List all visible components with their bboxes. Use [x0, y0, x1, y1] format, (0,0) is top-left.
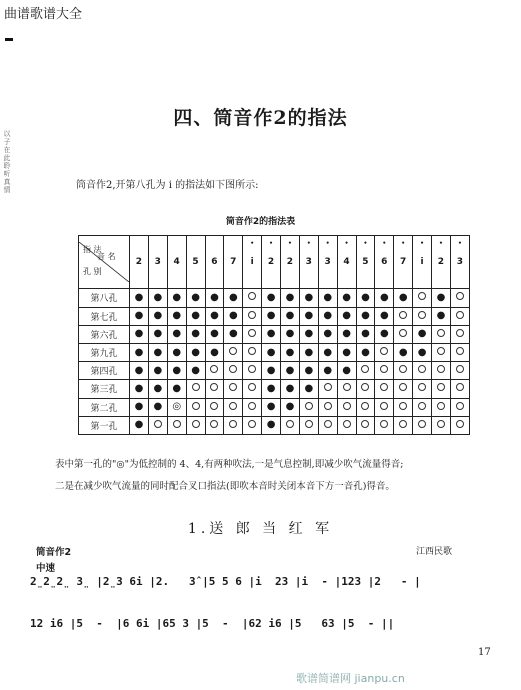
closed-hole-icon: ●: [205, 307, 224, 325]
closed-hole-icon: ●: [130, 343, 149, 361]
open-hole-icon: [413, 398, 432, 416]
open-hole-icon: [432, 416, 451, 434]
open-hole-icon: [394, 325, 413, 343]
hole-label: 第三孔: [79, 380, 130, 398]
open-hole-icon: [432, 398, 451, 416]
table-row: [79, 398, 470, 416]
open-hole-icon: [337, 398, 356, 416]
octave-dot: •: [458, 240, 462, 247]
corner-label-bottom: 孔 别: [83, 267, 102, 277]
note-header: [413, 236, 432, 289]
closed-hole-icon: ●: [186, 289, 205, 307]
closed-hole-icon: ●: [337, 307, 356, 325]
closed-hole-icon: ●: [167, 362, 186, 380]
closed-hole-icon: ●: [299, 362, 318, 380]
note-label: i: [250, 257, 254, 268]
closed-hole-icon: ●: [205, 289, 224, 307]
open-hole-icon: [243, 343, 262, 361]
note-header: [337, 236, 356, 289]
closed-hole-icon: ●: [262, 362, 281, 380]
open-hole-icon: [394, 398, 413, 416]
closed-hole-icon: ●: [356, 325, 375, 343]
open-hole-icon: [413, 307, 432, 325]
note-header: [450, 236, 469, 289]
note-label: 6: [211, 257, 218, 268]
octave-dot: •: [288, 240, 292, 247]
hole-label: 第一孔: [79, 416, 130, 434]
closed-hole-icon: ●: [224, 325, 243, 343]
note-label: 3: [324, 257, 331, 268]
open-hole-icon: [413, 416, 432, 434]
site-title: 曲谱歌谱大全: [4, 7, 83, 22]
open-hole-icon: [450, 380, 469, 398]
open-hole-icon: [205, 362, 224, 380]
open-hole-icon: [224, 398, 243, 416]
key-signature: 筒音作2: [36, 547, 72, 558]
closed-hole-icon: ●: [318, 362, 337, 380]
open-hole-icon: [450, 416, 469, 434]
closed-hole-icon: ●: [318, 289, 337, 307]
closed-hole-icon: ●: [186, 343, 205, 361]
open-hole-icon: [356, 362, 375, 380]
open-hole-icon: [375, 380, 394, 398]
note-header: [299, 236, 318, 289]
closed-hole-icon: ●: [394, 289, 413, 307]
open-hole-icon: [186, 398, 205, 416]
open-hole-icon: [281, 416, 300, 434]
closed-hole-icon: ●: [130, 289, 149, 307]
note-label: 3: [456, 257, 464, 268]
hole-label: 第九孔: [79, 343, 130, 361]
closed-hole-icon: ●: [224, 307, 243, 325]
note-header: [375, 236, 394, 289]
closed-hole-icon: ●: [130, 325, 149, 343]
note-header: [432, 236, 451, 289]
open-hole-icon: [450, 343, 469, 361]
open-hole-icon: [205, 398, 224, 416]
note-label: 7: [230, 257, 237, 268]
closed-hole-icon: ●: [186, 325, 205, 343]
closed-hole-icon: ●: [281, 398, 300, 416]
dash-mark: [5, 38, 13, 41]
closed-hole-icon: ●: [130, 416, 149, 434]
open-hole-icon: [375, 416, 394, 434]
closed-hole-icon: ●: [299, 307, 318, 325]
note-label: 2: [135, 257, 143, 268]
closed-hole-icon: ●: [281, 289, 300, 307]
half-hole-icon: ◎: [167, 398, 186, 416]
octave-dot: •: [363, 240, 368, 247]
open-hole-icon: [432, 325, 451, 343]
closed-hole-icon: ●: [262, 289, 281, 307]
open-hole-icon: [318, 398, 337, 416]
closed-hole-icon: ●: [186, 362, 205, 380]
song-title: 1.送 郎 当 红 军: [187, 521, 334, 537]
closed-hole-icon: ●: [148, 398, 167, 416]
note-header: [262, 236, 281, 289]
open-hole-icon: [243, 398, 262, 416]
note-header: [281, 236, 300, 289]
note-label: 6: [381, 257, 388, 268]
table-row: [79, 307, 470, 325]
closed-hole-icon: ●: [167, 307, 186, 325]
open-hole-icon: [243, 325, 262, 343]
open-hole-icon: [243, 416, 262, 434]
open-hole-icon: [243, 307, 262, 325]
open-hole-icon: [450, 325, 469, 343]
open-hole-icon: [432, 343, 451, 361]
octave-dot: •: [306, 240, 311, 247]
closed-hole-icon: ●: [299, 325, 318, 343]
closed-hole-icon: ●: [167, 380, 186, 398]
note-label: 4: [343, 257, 350, 268]
open-hole-icon: [337, 416, 356, 434]
note-label: 2: [286, 257, 294, 268]
closed-hole-icon: ●: [281, 325, 300, 343]
octave-dot: •: [382, 240, 387, 247]
open-hole-icon: [299, 416, 318, 434]
closed-hole-icon: ●: [375, 307, 394, 325]
note-label: 2: [267, 257, 275, 268]
closed-hole-icon: ●: [299, 289, 318, 307]
table-corner: [79, 236, 130, 289]
note-header: [205, 236, 224, 289]
score-line-2: 12 i6 |5 - |6 6i |65 3 |5 - |62 i6 |5 63 |5 - ||: [30, 617, 395, 630]
closed-hole-icon: ●: [148, 362, 167, 380]
open-hole-icon: [432, 380, 451, 398]
open-hole-icon: [450, 289, 469, 307]
closed-hole-icon: ●: [262, 398, 281, 416]
open-hole-icon: [450, 362, 469, 380]
closed-hole-icon: ●: [432, 307, 451, 325]
table-row: [79, 362, 470, 380]
open-hole-icon: [186, 416, 205, 434]
open-hole-icon: [394, 362, 413, 380]
closed-hole-icon: ●: [262, 307, 281, 325]
closed-hole-icon: ●: [130, 307, 149, 325]
closed-hole-icon: ●: [130, 380, 149, 398]
note-header: [394, 236, 413, 289]
note-header: [148, 236, 167, 289]
closed-hole-icon: ●: [356, 307, 375, 325]
open-hole-icon: [394, 380, 413, 398]
note-header: [130, 236, 149, 289]
open-hole-icon: [148, 416, 167, 434]
note-header: [186, 236, 205, 289]
open-hole-icon: [394, 307, 413, 325]
closed-hole-icon: ●: [148, 325, 167, 343]
closed-hole-icon: ●: [148, 380, 167, 398]
open-hole-icon: [356, 416, 375, 434]
closed-hole-icon: ●: [130, 362, 149, 380]
open-hole-icon: [224, 362, 243, 380]
hole-label: 第二孔: [79, 398, 130, 416]
note-label: 3: [305, 257, 312, 268]
hole-label: 第七孔: [79, 307, 130, 325]
corner-label-top: 指 法: [83, 245, 102, 255]
octave-dot: •: [420, 240, 424, 247]
table-row: [79, 289, 470, 307]
note-header: [318, 236, 337, 289]
closed-hole-icon: ●: [167, 325, 186, 343]
table-row: [79, 380, 470, 398]
open-hole-icon: [205, 380, 224, 398]
closed-hole-icon: ●: [356, 343, 375, 361]
open-hole-icon: [356, 398, 375, 416]
open-hole-icon: [243, 289, 262, 307]
closed-hole-icon: ●: [337, 343, 356, 361]
open-hole-icon: [375, 343, 394, 361]
song-origin: 江西民歌: [416, 547, 453, 557]
open-hole-icon: [243, 362, 262, 380]
open-hole-icon: [186, 380, 205, 398]
closed-hole-icon: ●: [167, 343, 186, 361]
open-hole-icon: [413, 362, 432, 380]
note-label: 5: [192, 257, 199, 268]
note-header: [224, 236, 243, 289]
hole-label: 第八孔: [79, 289, 130, 307]
closed-hole-icon: ●: [337, 325, 356, 343]
table-header-row: [79, 236, 470, 289]
open-hole-icon: [243, 380, 262, 398]
note-label: 4: [173, 257, 180, 268]
score-line-1: 2̤2̤2̤ 3̤ |2̤3 6i |2. 3̂ |5 5 6 |i 23 |i - |123 |2 - |: [30, 575, 421, 588]
closed-hole-icon: ●: [318, 343, 337, 361]
open-hole-icon: [318, 416, 337, 434]
open-hole-icon: [224, 416, 243, 434]
octave-dot: •: [439, 240, 443, 247]
open-hole-icon: [413, 380, 432, 398]
table-note-2: 二是在减少吹气流量的同时配合叉口指法(即吹本音时关闭本音下方一音孔)得音。: [55, 481, 395, 492]
closed-hole-icon: ●: [413, 325, 432, 343]
closed-hole-icon: ●: [148, 289, 167, 307]
open-hole-icon: [450, 398, 469, 416]
open-hole-icon: [413, 289, 432, 307]
table-caption: 筒音作2的指法表: [225, 217, 296, 227]
closed-hole-icon: ●: [186, 307, 205, 325]
hole-label: 第六孔: [79, 325, 130, 343]
closed-hole-icon: ●: [148, 343, 167, 361]
open-hole-icon: [167, 416, 186, 434]
open-hole-icon: [356, 380, 375, 398]
corner-label-mid: 音 名: [97, 252, 116, 262]
closed-hole-icon: ●: [318, 325, 337, 343]
open-hole-icon: [432, 362, 451, 380]
closed-hole-icon: ●: [262, 325, 281, 343]
note-header: [167, 236, 186, 289]
open-hole-icon: [375, 398, 394, 416]
closed-hole-icon: ●: [337, 362, 356, 380]
note-label: 2: [437, 257, 445, 268]
note-header: [356, 236, 375, 289]
closed-hole-icon: ●: [299, 343, 318, 361]
octave-dot: •: [344, 240, 349, 247]
open-hole-icon: [337, 380, 356, 398]
closed-hole-icon: ●: [337, 289, 356, 307]
note-label: 7: [400, 257, 407, 268]
open-hole-icon: [318, 380, 337, 398]
note-header: [243, 236, 262, 289]
closed-hole-icon: ●: [205, 325, 224, 343]
closed-hole-icon: ●: [262, 380, 281, 398]
fingering-table: [78, 235, 470, 435]
octave-dot: •: [325, 240, 330, 247]
closed-hole-icon: ●: [394, 343, 413, 361]
closed-hole-icon: ●: [262, 343, 281, 361]
closed-hole-icon: ●: [281, 307, 300, 325]
page-number: 17: [478, 647, 491, 658]
open-hole-icon: [450, 307, 469, 325]
closed-hole-icon: ●: [262, 416, 281, 434]
open-hole-icon: [224, 380, 243, 398]
table-row: [79, 325, 470, 343]
closed-hole-icon: ●: [375, 325, 394, 343]
closed-hole-icon: ●: [413, 343, 432, 361]
closed-hole-icon: ●: [167, 289, 186, 307]
closed-hole-icon: ●: [281, 380, 300, 398]
tempo-marking: 中速: [36, 563, 56, 574]
table-row: [79, 416, 470, 434]
intro-text: 筒音作2,开第八孔为 i 的指法如下图所示:: [76, 180, 259, 191]
open-hole-icon: [224, 343, 243, 361]
closed-hole-icon: ●: [299, 380, 318, 398]
octave-dot: •: [269, 240, 273, 247]
table-note-1: 表中第一孔的"◎"为低控制的 4、4,有两种吹法,一是气息控制,即减少吹气流量得音;: [55, 459, 404, 470]
note-label: 3: [154, 257, 161, 268]
closed-hole-icon: ●: [205, 343, 224, 361]
watermark: 歌谱简谱网 jianpu.cn: [296, 672, 405, 685]
closed-hole-icon: ●: [130, 398, 149, 416]
closed-hole-icon: ●: [148, 307, 167, 325]
closed-hole-icon: ●: [375, 289, 394, 307]
open-hole-icon: [394, 416, 413, 434]
closed-hole-icon: ●: [224, 289, 243, 307]
closed-hole-icon: ●: [356, 289, 375, 307]
closed-hole-icon: ●: [281, 343, 300, 361]
closed-hole-icon: ●: [281, 362, 300, 380]
open-hole-icon: [299, 398, 318, 416]
open-hole-icon: [205, 416, 224, 434]
open-hole-icon: [375, 362, 394, 380]
side-text: 以子在此聆听真情: [3, 130, 11, 194]
hole-label: 第四孔: [79, 362, 130, 380]
octave-dot: •: [250, 240, 255, 247]
octave-dot: •: [401, 240, 406, 247]
closed-hole-icon: ●: [318, 307, 337, 325]
table-row: [79, 343, 470, 361]
closed-hole-icon: ●: [432, 289, 451, 307]
section-title: 四、筒音作2的指法: [173, 107, 348, 129]
note-label: i: [420, 257, 424, 268]
note-label: 5: [362, 257, 369, 268]
